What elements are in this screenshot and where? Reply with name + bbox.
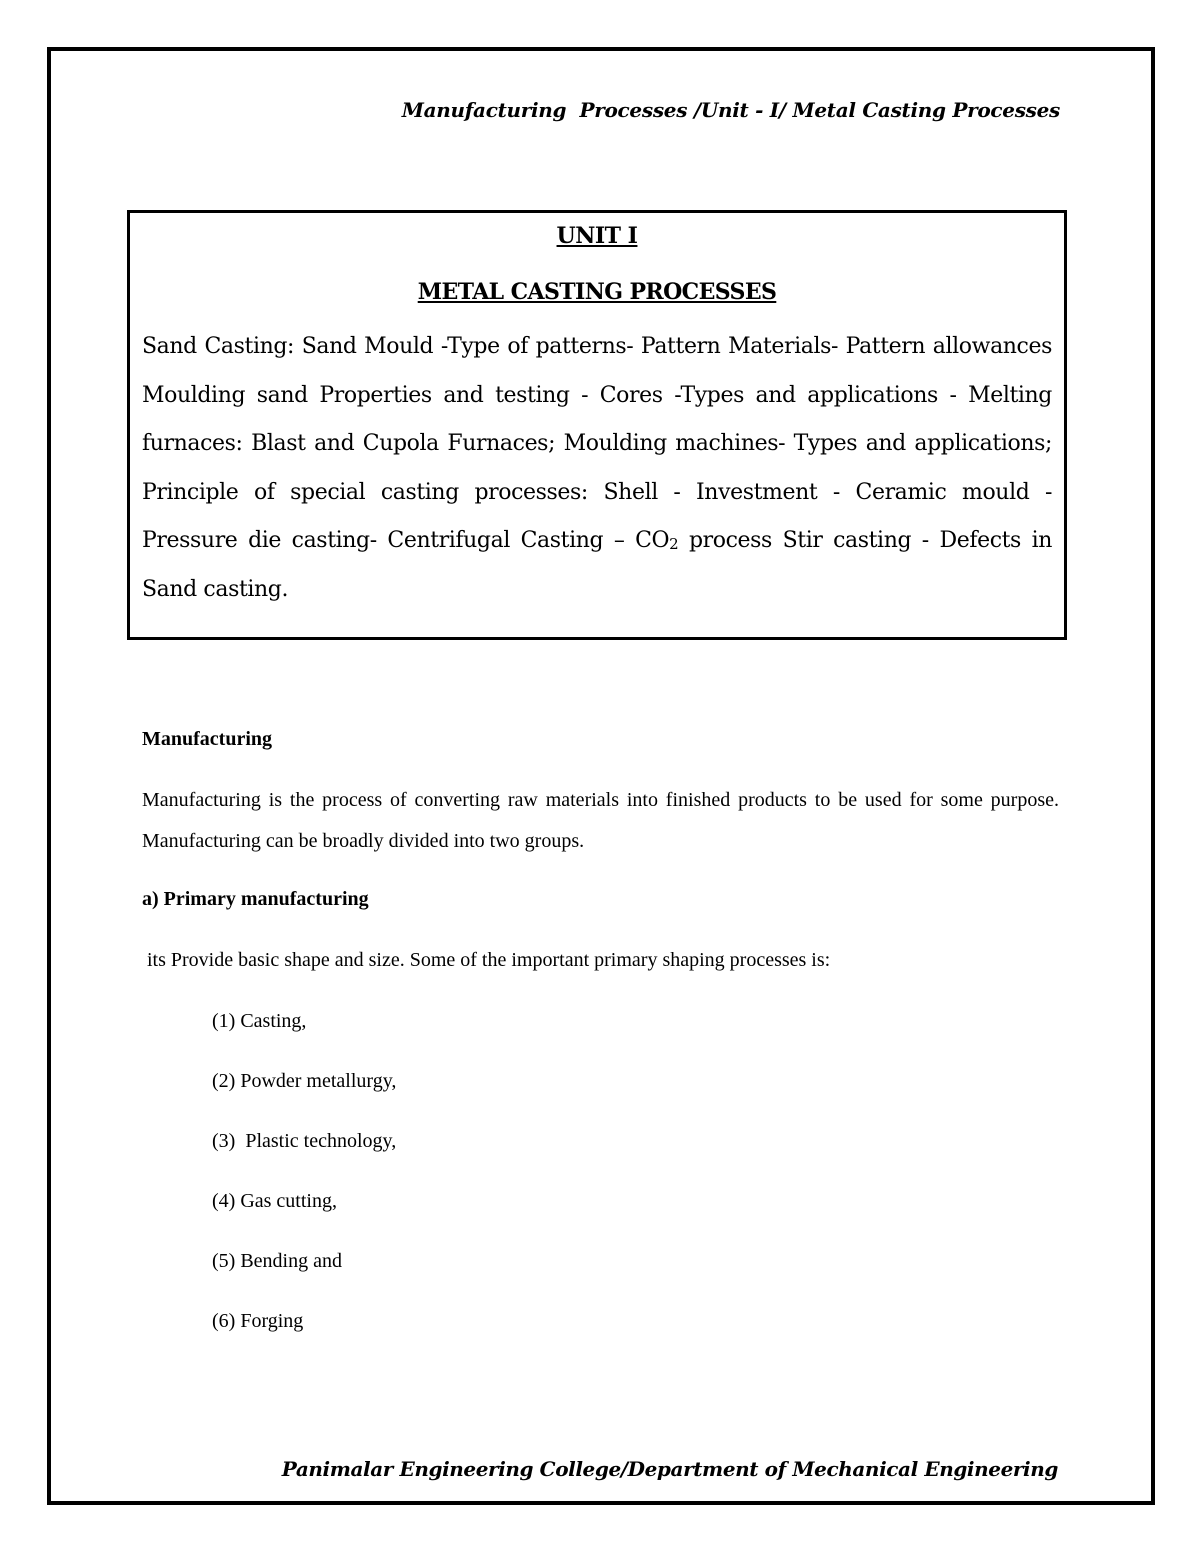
process-list-item: (4) Gas cutting, (212, 1190, 337, 1212)
primary-manufacturing-text: its Provide basic shape and size. Some of the important primary shaping processes is: (142, 949, 831, 971)
primary-manufacturing-heading: a) Primary manufacturing (142, 888, 369, 910)
running-header: Manufacturing Processes /Unit - I/ Metal Casting Processes (401, 98, 1060, 122)
process-list-item: (3) Plastic technology, (212, 1130, 397, 1152)
process-list-item: (1) Casting, (212, 1010, 307, 1032)
syllabus-tail: process Stir casting - Defects in Sand casting. (142, 528, 1053, 602)
manufacturing-heading: Manufacturing (142, 728, 272, 750)
syllabus-main: Sand Casting: Sand Mould -Type of patterns- Pattern Materials- Pattern allowances Moulding sand Properties and testing - Cores -Types and applications - Melting furnaces: Blast and Cupola Furnaces; Moulding machines- Types and applications; Principle of special casting processes: Shell - Investment - Ceramic mould - Pressure die casting- Centrifugal Casting – CO (142, 334, 1052, 553)
running-footer: Panimalar Engineering College/Department of Mechanical Engineering (281, 1457, 1058, 1481)
process-list-item: (5) Bending and (212, 1250, 342, 1272)
unit-summary-box (127, 210, 1067, 640)
process-list-item: (6) Forging (212, 1310, 304, 1332)
manufacturing-paragraph: Manufacturing is the process of converting raw materials into finished products to be used for some purpose. Manufacturing can be broadly divided into two groups. (142, 789, 1059, 852)
unit-label: UNIT I (556, 223, 638, 249)
process-list-item: (2) Powder metallurgy, (212, 1070, 397, 1092)
unit-title: METAL CASTING PROCESSES (417, 279, 777, 305)
syllabus-text (142, 323, 1052, 614)
co2-subscript: 2 (669, 535, 679, 553)
